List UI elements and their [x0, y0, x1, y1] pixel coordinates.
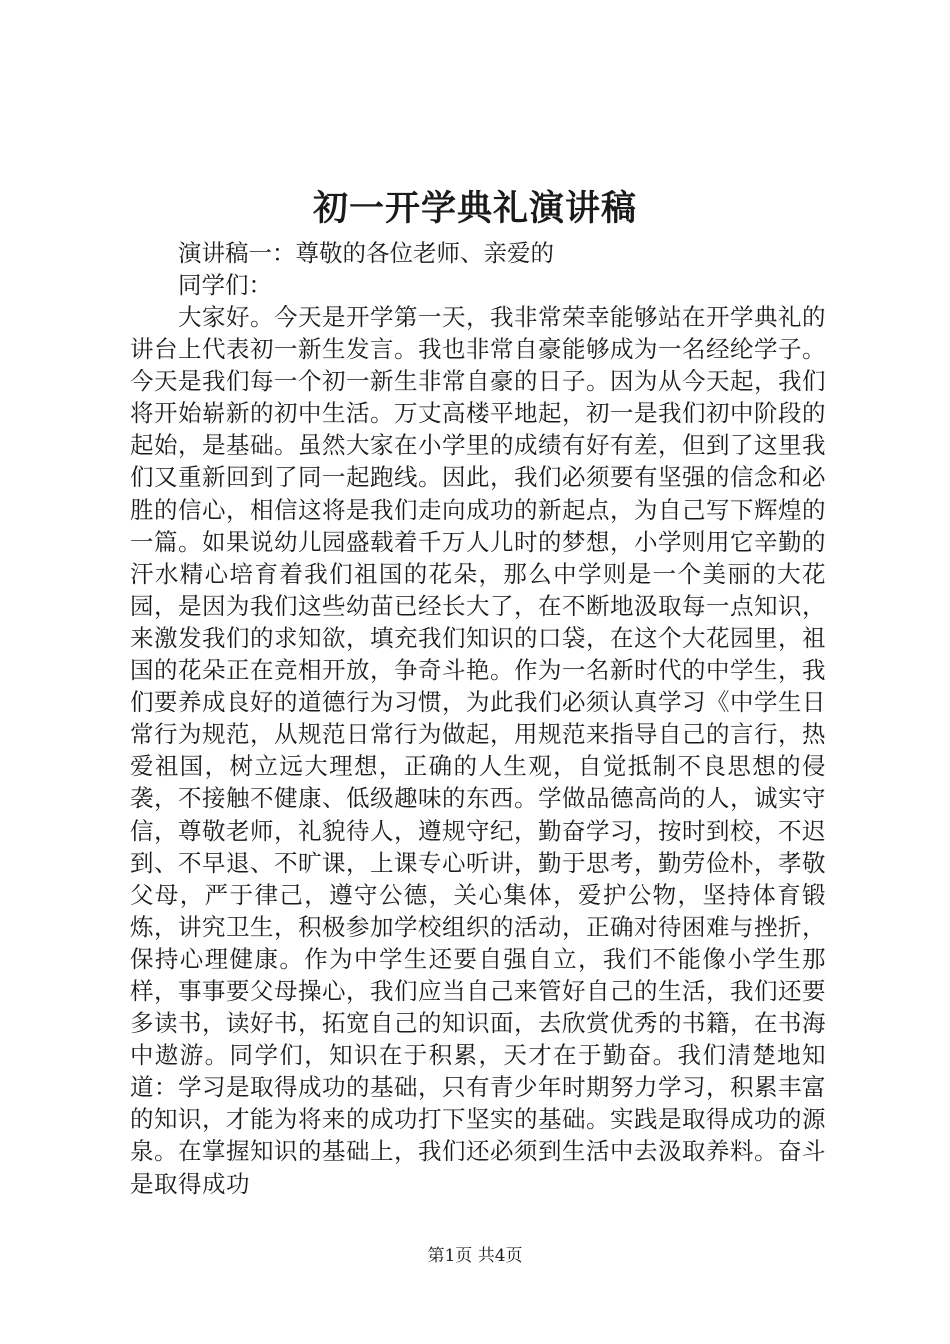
greeting-line-2: 同学们： [178, 271, 272, 299]
document-title: 初一开学典礼演讲稿 [312, 188, 637, 229]
speech-body: 大家好。今天是开学第一天，我非常荣幸能够站在开学典礼的讲台上代表初一新生发言。我也非常自豪能够成为一名经纶学子。今天是我们每一个初一新生非常自豪的日子。因为从今天起，我们将开始崭新的初中生活。万丈高楼平地起，初一是我们初中阶段的起始，是基础。虽然大家在小学里的成绩有好有差，但到了这里我们又重新回到了同一起跑线。因此，我们必须要有坚强的信念和必胜的信心，相信这将是我们走向成功的新起点，为自己写下辉煌的一篇。如果说幼儿园盛载着千万人儿时的梦想，小学则用它辛勤的汗水精心培育着我们祖国的花朵，那么中学则是一个美丽的大花园，是因为我们这些幼苗已经长大了，在不断地汲取每一点知识，来激发我们的求知欲，填充我们知识的口袋，在这个大花园里，祖国的花朵正在竞相开放，争奇斗艳。作为一名新时代的中学生，我们要养成良好的道德行为习惯，为此我们必须认真学习《中学生日常行为规范，从规范日常行为做起，用规范来指导自己的言行，热爱祖国，树立远大理想，正确的人生观，自觉抵制不良思想的侵袭，不接触不健康、低级趣味的东西。学做品德高尚的人，诚实守信，尊敬老师，礼貌待人，遵规守纪，勤奋学习，按时到校，不迟到、不早退、不旷课，上课专心听讲，勤于思考，勤劳俭朴，孝敬父母，严于律己，遵守公德，关心集体，爱护公物，坚持体育锻炼，讲究卫生，积极参加学校组织的活动，正确对待困难与挫折，保持心理健康。作为中学生还要自强自立，我们不能像小学生那样，事事要父母操心，我们应当自己来管好自己的生活，我们还要多读书，读好书，拓宽自己的知识面，去欣赏优秀的书籍，在书海中遨游。同学们，知识在于积累，天才在于勤奋。我们清楚地知道：学习是取得成功的基础，只有青少年时期努力学习，积累丰富的知识，才能为将来的成功打下坚实的基础。实践是取得成功的源泉。在掌握知识的基础上，我们还必须到生活中去汲取养料。奋斗是取得成功 [130, 303, 826, 1198]
greeting-line-1: 演讲稿一：尊敬的各位老师、亲爱的 [178, 239, 554, 267]
page-number: 第1页 共4页 [427, 1246, 523, 1266]
